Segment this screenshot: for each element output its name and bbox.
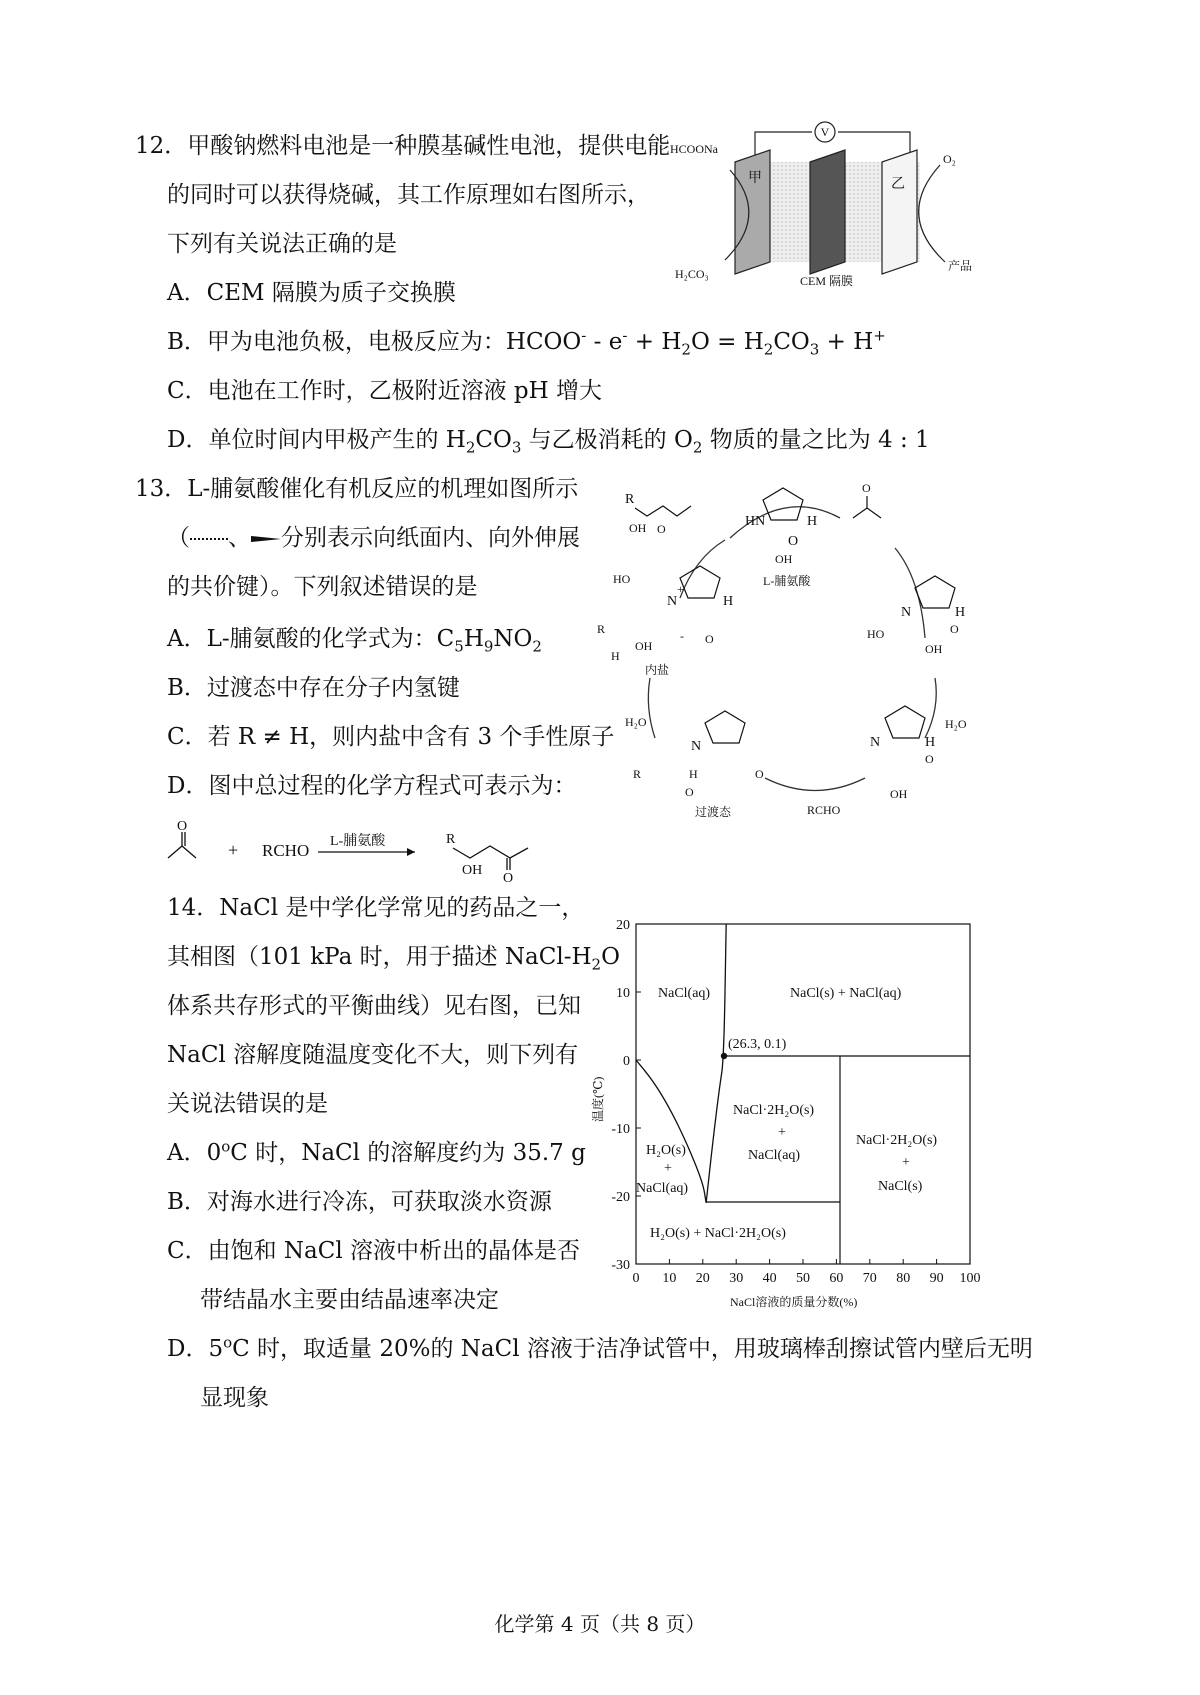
y-tick-label: -30 <box>611 1258 630 1273</box>
svg-text:NaCl·2H₂O(s): NaCl·2H₂O(s) <box>733 1103 815 1118</box>
svg-text:+: + <box>664 1161 672 1176</box>
fuel-cell-diagram <box>660 120 1000 300</box>
svg-text:R: R <box>597 622 606 636</box>
svg-text:NaCl(s): NaCl(s) <box>878 1179 923 1194</box>
svg-text:+: + <box>228 840 239 860</box>
svg-text:+: + <box>902 1155 910 1170</box>
svg-text:NaCl(aq): NaCl(aq) <box>748 1148 801 1163</box>
q14-stem-5: 关说法错误的是 <box>167 1091 328 1117</box>
q12-option-c: C．电池在工作时，乙极附近溶液 pH 增大 <box>167 378 603 404</box>
svg-text:NaCl·2H₂O(s): NaCl·2H₂O(s) <box>856 1133 938 1148</box>
svg-text:OH: OH <box>629 521 647 535</box>
svg-text:O: O <box>950 622 959 636</box>
svg-text:H₂CO₃: H₂CO₃ <box>675 267 709 281</box>
q13-stem-1: 13．L-脯氨酸催化有机反应的机理如图所示 <box>135 476 579 502</box>
svg-text:H₂O(s) + NaCl·2H₂O(s): H₂O(s) + NaCl·2H₂O(s) <box>650 1226 786 1241</box>
x-tick-label: 10 <box>662 1271 677 1286</box>
svg-text:+: + <box>778 1125 786 1140</box>
svg-text:N: N <box>691 739 702 754</box>
x-tick-label: 90 <box>929 1271 944 1286</box>
svg-text:N: N <box>667 594 678 609</box>
svg-text:NaCl(aq): NaCl(aq) <box>636 1181 689 1196</box>
x-tick-label: 0 <box>632 1271 640 1286</box>
q13-option-c: C．若 R ≠ H，则内盐中含有 3 个手性原子 <box>167 724 615 750</box>
nacl-phase-diagram <box>590 912 1000 1312</box>
x-tick-label: 40 <box>762 1271 777 1286</box>
svg-text:H: H <box>611 649 620 663</box>
x-tick-label: 30 <box>729 1271 744 1286</box>
q12-stem-1: 12．甲酸钠燃料电池是一种膜基碱性电池，提供电能 <box>135 133 671 159</box>
svg-text:+: + <box>677 582 684 596</box>
svg-text:HO: HO <box>613 572 631 586</box>
x-tick-label: 70 <box>862 1271 877 1286</box>
q14-option-c-2: 带结晶水主要由结晶速率决定 <box>200 1287 499 1313</box>
svg-text:乙: 乙 <box>891 177 905 192</box>
svg-text:OH: OH <box>890 787 908 801</box>
svg-text:HCOONa: HCOONa <box>670 142 718 156</box>
x-tick-label: 60 <box>829 1271 844 1286</box>
q14-stem-2: 其相图（101 kPa 时，用于描述 NaCl-$H_2O$ <box>167 944 620 974</box>
svg-text:过渡态: 过渡态 <box>695 805 732 819</box>
q13-equation <box>160 818 560 886</box>
q12-option-a: A．CEM 隔膜为质子交换膜 <box>167 280 456 306</box>
salt-liquidus-curve <box>706 924 726 1203</box>
y-tick-label: -10 <box>611 1122 630 1137</box>
y-tick-label: 10 <box>616 986 630 1001</box>
svg-text:R: R <box>625 492 635 507</box>
svg-text:OH: OH <box>635 639 653 653</box>
svg-text:O₂: O₂ <box>943 152 956 166</box>
svg-text:O: O <box>705 632 714 646</box>
svg-text:O: O <box>788 534 799 549</box>
svg-text:NaCl溶液的质量分数(%): NaCl溶液的质量分数(%) <box>730 1295 858 1309</box>
svg-text:L-脯氨酸: L-脯氨酸 <box>330 834 386 849</box>
electrode-jia <box>735 150 770 274</box>
svg-text:H₂O: H₂O <box>945 717 967 731</box>
svg-text:N: N <box>870 735 881 750</box>
q13-stem-3: 的共价键）。下列叙述错误的是 <box>167 574 478 600</box>
svg-text:L-脯氨酸: L-脯氨酸 <box>763 574 811 588</box>
q14-option-d-2: 显现象 <box>200 1385 269 1411</box>
svg-text:甲: 甲 <box>748 171 762 186</box>
proline-mechanism-diagram <box>585 478 1005 838</box>
q12-stem-2: 的同时可以获得烧碱，其工作原理如右图所示， <box>167 182 650 208</box>
svg-text:O: O <box>925 752 934 766</box>
svg-text:RCHO: RCHO <box>807 803 841 817</box>
svg-text:OH: OH <box>925 642 943 656</box>
cem-membrane <box>810 150 845 274</box>
svg-text:H: H <box>955 605 966 620</box>
svg-text:RCHO: RCHO <box>262 841 310 860</box>
q13-stem-2: （ 、 分别表示向纸面内、向外伸展 <box>167 525 580 551</box>
svg-text:R: R <box>446 832 456 847</box>
svg-text:R: R <box>633 767 642 781</box>
q14-option-b: B．对海水进行冷冻，可获取淡水资源 <box>167 1189 552 1215</box>
svg-text:-: - <box>680 629 684 643</box>
q12-stem-3: 下列有关说法正确的是 <box>167 231 397 257</box>
q14-stem-1: 14．NaCl 是中学化学常见的药品之一， <box>167 895 585 921</box>
svg-text:(26.3, 0.1): (26.3, 0.1) <box>728 1037 787 1052</box>
y-tick-label: 20 <box>616 918 630 933</box>
q13-option-a: A．L-脯氨酸的化学式为：$C_5H_9NO_2$ <box>167 626 542 656</box>
page-footer: 化学第 4 页（共 8 页） <box>494 1612 706 1636</box>
svg-text:O: O <box>177 819 188 834</box>
svg-text:V: V <box>820 125 830 139</box>
svg-text:O: O <box>685 785 694 799</box>
svg-text:OH: OH <box>775 552 793 566</box>
svg-text:N: N <box>901 605 912 620</box>
svg-text:NaCl(s) + NaCl(aq): NaCl(s) + NaCl(aq) <box>790 986 902 1001</box>
x-tick-label: 20 <box>695 1271 710 1286</box>
svg-text:O: O <box>862 481 871 495</box>
svg-text:H₂O: H₂O <box>625 715 647 729</box>
svg-text:H: H <box>807 514 818 529</box>
q13-option-b: B．过渡态中存在分子内氢键 <box>167 675 460 701</box>
q14-stem-3: 体系共存形式的平衡曲线）见右图，已知 <box>167 993 581 1019</box>
q14-stem-4: NaCl 溶解度随温度变化不大，则下列有 <box>167 1042 579 1068</box>
q14-option-c-1: C．由饱和 NaCl 溶液中析出的晶体是否 <box>167 1238 581 1264</box>
svg-text:O: O <box>755 767 764 781</box>
q12-option-b: B．甲为电池负极，电极反应为：HCOO- - $e^- + H_2O = H_2CO_3 + H^+$ <box>167 326 886 359</box>
electrode-yi <box>882 150 917 274</box>
svg-text:OH: OH <box>462 863 483 878</box>
svg-text:NaCl(aq): NaCl(aq) <box>658 986 711 1001</box>
svg-text:内盐: 内盐 <box>645 663 670 677</box>
svg-text:HN: HN <box>745 514 766 529</box>
q13-option-d: D．图中总过程的化学方程式可表示为： <box>167 773 577 799</box>
q12-option-d: D．单位时间内甲极产生的 $H_2CO_3$ 与乙极消耗的 $O_2$ 物质的量之比为 4 : 1 <box>167 427 930 457</box>
svg-text:HO: HO <box>867 627 885 641</box>
x-tick-label: 100 <box>959 1271 981 1286</box>
q14-option-d-1: D．5$^o$C 时，取适量 20%的 NaCl 溶液于洁净试管中，用玻璃棒刮擦试管内壁后无明 <box>167 1333 1033 1362</box>
x-tick-label: 50 <box>796 1271 810 1286</box>
y-tick-label: -20 <box>611 1190 630 1205</box>
svg-text:H: H <box>689 767 698 781</box>
svg-text:CEM 隔膜: CEM 隔膜 <box>800 274 854 288</box>
svg-text:O: O <box>657 522 666 536</box>
svg-text:H: H <box>925 735 936 750</box>
svg-text:H₂O(s): H₂O(s) <box>646 1143 686 1158</box>
y-tick-label: 0 <box>623 1054 630 1069</box>
q14-option-a: A．0$^o$C 时，NaCl 的溶解度约为 35.7 g <box>167 1137 586 1166</box>
svg-text:产品: 产品 <box>948 259 973 273</box>
triple-point <box>721 1053 727 1059</box>
svg-text:温度(℃): 温度(℃) <box>591 1076 605 1122</box>
svg-text:O: O <box>503 871 514 886</box>
x-tick-label: 80 <box>896 1271 911 1286</box>
svg-text:H: H <box>723 594 734 609</box>
